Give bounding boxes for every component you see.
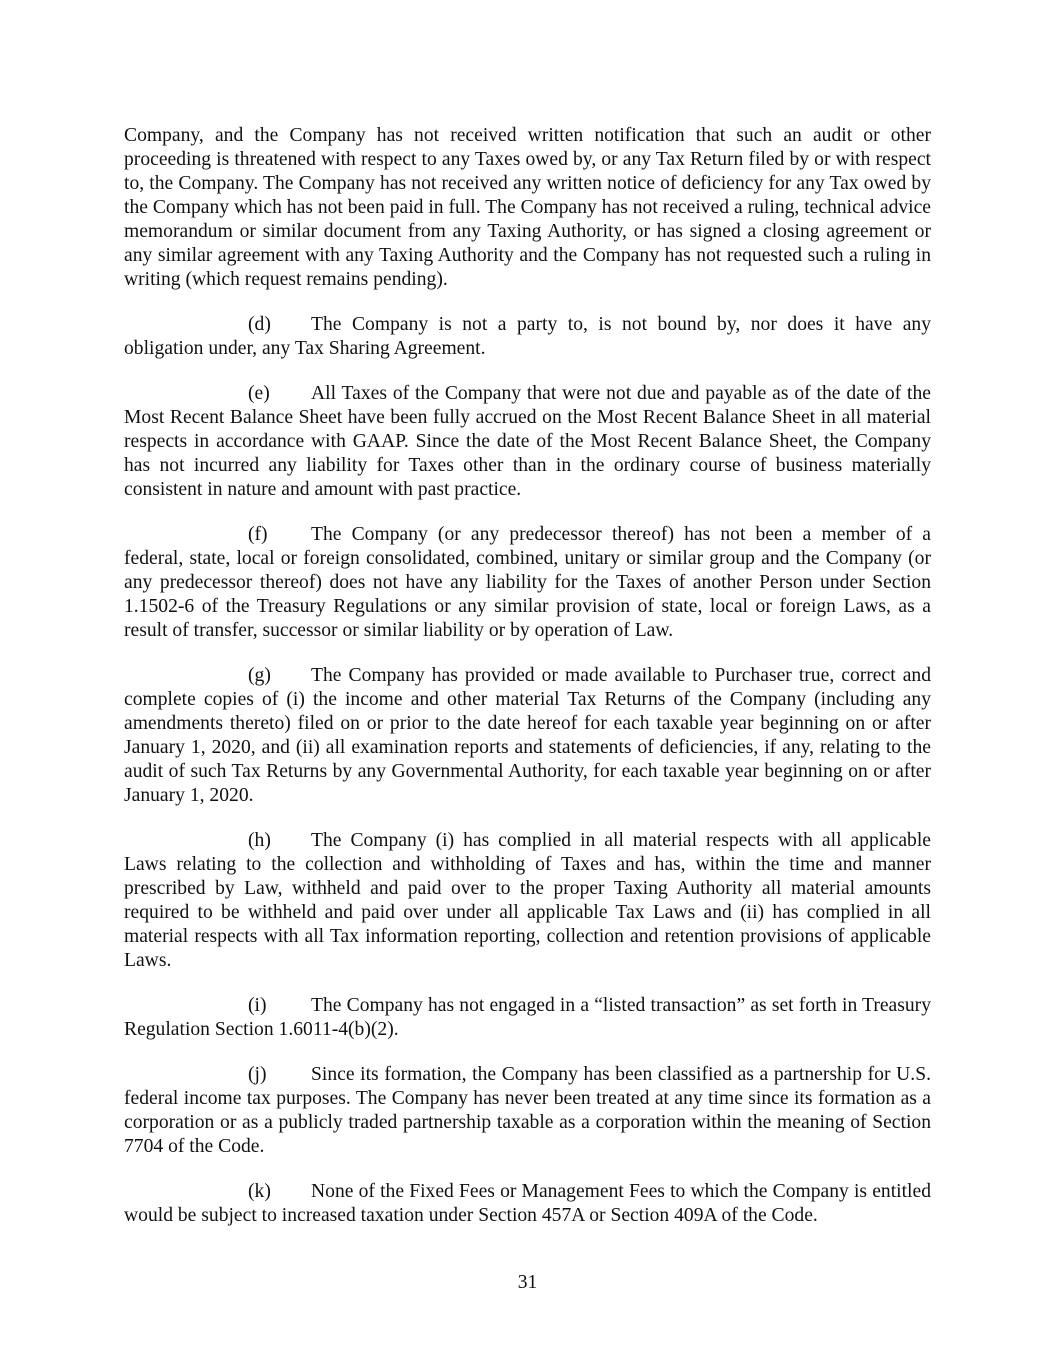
clause-d — [124, 313, 931, 361]
clause-text: The Company has provided or made available to Purchaser true, correct and complete copies of (i) the income and other material Tax Returns of the Company (including any amendments thereto) filed on or prior to the date hereof for each taxable year beginning on or after January 1, 2020, and (ii) all examination reports and statements of deficiencies, if any, relating to the audit of such Tax Returns by any Governmental Authority, for each taxable year beginning on or after January 1, 2020. — [124, 665, 931, 806]
clause-label: (j) — [248, 1064, 267, 1085]
clause-f — [124, 523, 931, 643]
clause-label: (d) — [248, 314, 271, 335]
clause-text: Since its formation, the Company has been classified as a partnership for U.S. federal income tax purposes. The Company has never been treated at any time since its formation as a corporation or as a publicly traded partnership taxable as a corporation within the meaning of Section 7704 of the Code. — [124, 1064, 931, 1157]
clause-text: The Company (or any predecessor thereof) has not been a member of a federal, state, local or foreign consolidated, combined, unitary or similar group and the Company (or any predecessor thereof) does not have any liability for the Taxes of another Person under Section 1.1502-6 of the Treasury Regulations or any similar provision of state, local or foreign Laws, as a result of transfer, successor or similar liability or by operation of Law. — [124, 524, 931, 641]
clause-label: (k) — [248, 1181, 271, 1202]
clause-g — [124, 664, 931, 808]
clause-label: (e) — [248, 383, 270, 404]
clause-h — [124, 829, 931, 973]
clause-i — [124, 994, 931, 1042]
clause-e — [124, 382, 931, 502]
clause-label: (f) — [248, 524, 268, 545]
clause-text: The Company has not engaged in a “listed transaction” as set forth in Treasury Regulation Section 1.6011-4(b)(2). — [124, 995, 931, 1040]
page-number: 31 — [517, 1272, 538, 1293]
document-body — [124, 124, 931, 1249]
clause-j — [124, 1063, 931, 1159]
clause-k — [124, 1180, 931, 1228]
clause-text: The Company (i) has complied in all material respects with all applicable Laws relating to the collection and withholding of Taxes and has, within the time and manner prescribed by Law, withheld and paid over to the proper Taxing Authority all material amounts required to be withheld and paid over under all applicable Tax Laws and (ii) has complied in all material respects with all Tax information reporting, collection and retention provisions of applicable Laws. — [124, 830, 931, 971]
clause-label: (i) — [248, 995, 267, 1016]
intro-paragraph: Company, and the Company has not received written notification that such an audit or other proceeding is threatened with respect to any Taxes owed by, or any Tax Return filed by or with respect to, the Company. The Company has not received any written notice of deficiency for any Tax owed by the Company which has not been paid in full. The Company has not received a ruling, technical advice memorandum or similar document from any Taxing Authority, or has signed a closing agreement or any similar agreement with any Taxing Authority and the Company has not requested such a ruling in writing (which request remains pending). — [124, 125, 931, 290]
clause-text: None of the Fixed Fees or Management Fees to which the Company is entitled would be subject to increased taxation under Section 457A or Section 409A of the Code. — [124, 1181, 931, 1226]
clause-text: All Taxes of the Company that were not due and payable as of the date of the Most Recent Balance Sheet have been fully accrued on the Most Recent Balance Sheet in all material respects in accordance with GAAP. Since the date of the Most Recent Balance Sheet, the Company has not incurred any liability for Taxes other than in the ordinary course of business materially consistent in nature and amount with past practice. — [124, 383, 931, 500]
clause-label: (h) — [248, 830, 271, 851]
clause-label: (g) — [248, 665, 271, 686]
clause-text: The Company is not a party to, is not bound by, nor does it have any obligation under, any Tax Sharing Agreement. — [124, 314, 931, 359]
